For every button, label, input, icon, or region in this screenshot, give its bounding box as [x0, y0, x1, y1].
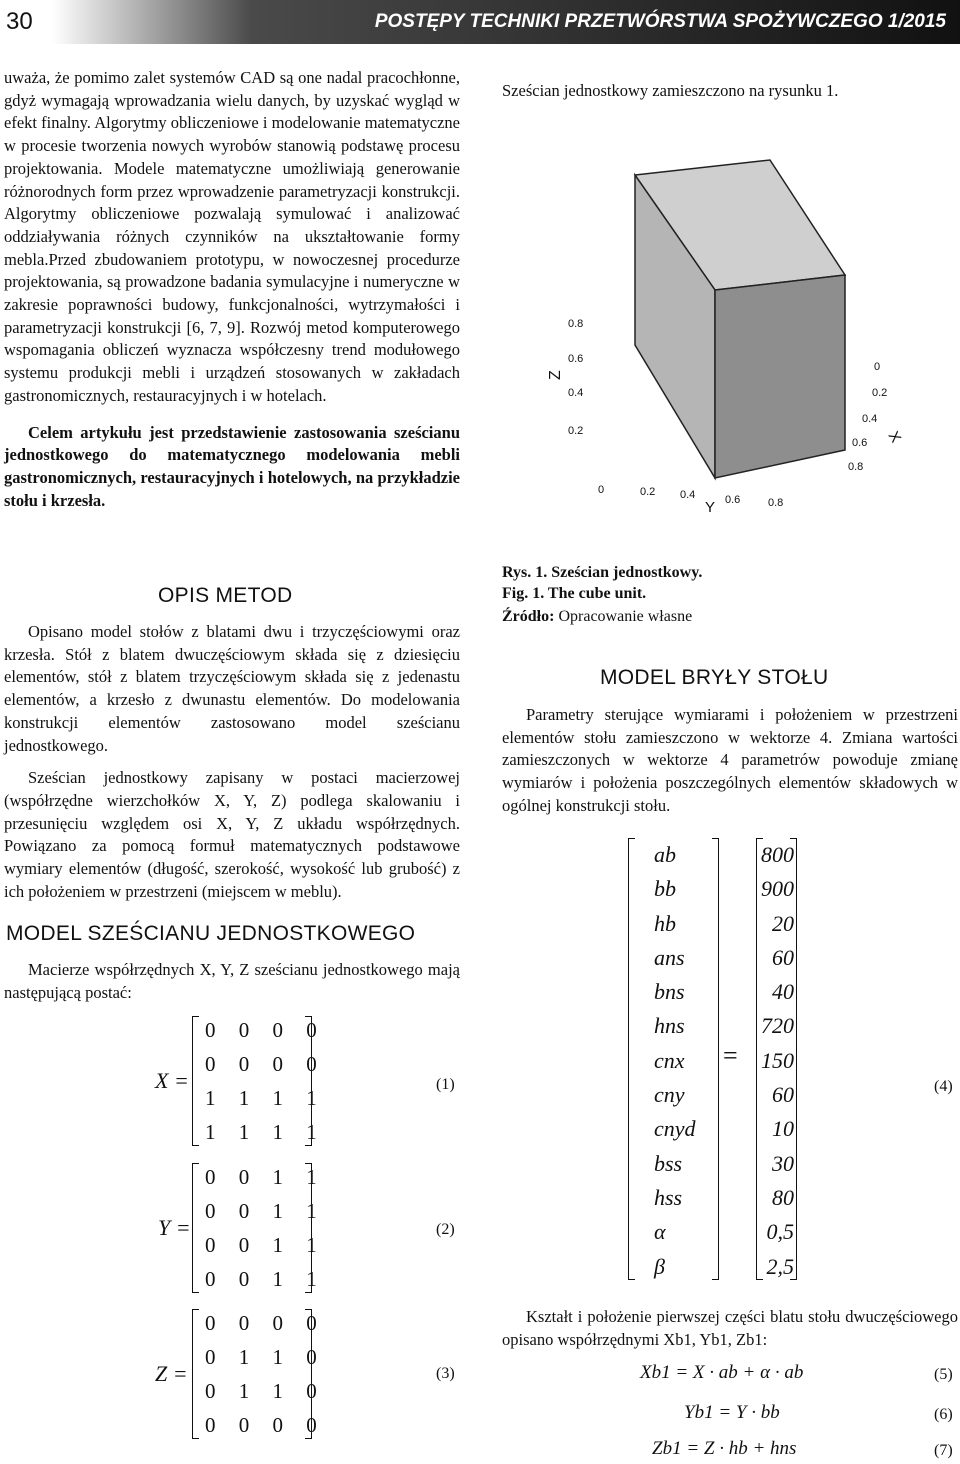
- journal-title: POSTĘPY TECHNIKI PRZETWÓRSTWA SPOŻYWCZEGO 1/2015: [374, 11, 946, 32]
- y-axis-label: Y: [705, 499, 716, 516]
- matrix-row: 0 0 1 1: [205, 1233, 326, 1257]
- parameter-name: ans: [654, 944, 685, 970]
- y-tick-label: 0.6: [725, 494, 741, 506]
- paragraph-tabletop: Kształt i położenie pierwszej części blatu stołu dwuczęściowego opisano współrzędnymi Xb1, Yb1, Zb1:: [502, 1307, 958, 1349]
- parameter-name: hb: [654, 910, 676, 936]
- caption-source: Opracowanie własne: [554, 608, 693, 625]
- parameter-value: 720: [761, 1013, 794, 1039]
- left-bracket: [628, 838, 635, 1280]
- parameter-value: 60: [772, 944, 794, 970]
- x-tick-label: 0.4: [862, 413, 878, 425]
- paragraph-methods-2: Sześcian jednostkowy zapisany w postaci macierzowej (współrzędne wierzchołków X, Y, Z) podlega skalowaniu i przesunięciu względem osi X, Y, Z układu współrzędnych. Powiązano za pomocą formuł matematycznych podstawowe wymiary elementów (długość, szerokość, wysokość lub grubość) z ich położeniem w przestrzeni (miejscem w meblu).: [4, 768, 460, 901]
- matrix-row: 1 1 1 1: [205, 1086, 326, 1110]
- parameter-value: 800: [761, 842, 794, 867]
- methods-text: [4, 621, 460, 903]
- matrix-row: 0 0 0 0: [205, 1018, 326, 1042]
- right-bracket: [305, 1309, 312, 1439]
- parameter-name: ab: [654, 842, 676, 867]
- parameter-name: cnyd: [654, 1116, 696, 1142]
- header-bar: [52, 0, 960, 44]
- matrix-row: 1 1 1 1: [205, 1120, 326, 1144]
- parameter-value: 0,5: [766, 1219, 794, 1245]
- cube-right-face: [715, 275, 845, 478]
- parameter-vector: [620, 836, 960, 1286]
- parameter-value: 20: [772, 910, 794, 936]
- parameter-value: 10: [772, 1116, 794, 1142]
- right-bracket: [790, 838, 797, 1280]
- equation-number: (5): [934, 1366, 953, 1383]
- right-bracket: [305, 1163, 312, 1293]
- matrix-row: 0 1 1 0: [205, 1379, 326, 1403]
- x-tick-label: 0.8: [848, 461, 864, 473]
- matrix-row: 0 0 1 1: [205, 1267, 326, 1291]
- matrix-row: 0 0 0 0: [205, 1052, 326, 1076]
- x-axis-label: X: [884, 428, 905, 446]
- parameter-name: cny: [654, 1082, 685, 1108]
- paragraph-aim: Celem artykułu jest przedstawienie zastosowania sześcianu jednostkowego do matematycznego modelowania mebli gastronomicznych, restauracyjnych i hotelowych, na przykładzie stołu i krzesła.: [4, 422, 460, 510]
- page-number: 30: [0, 0, 54, 44]
- equation-number: (7): [934, 1442, 953, 1459]
- parameter-name: hss: [654, 1184, 683, 1210]
- parameter-value: 60: [772, 1082, 794, 1108]
- matrix-row: 0 0 0 0: [205, 1413, 326, 1437]
- parameter-name: β: [654, 1253, 665, 1279]
- unit-cube-figure: [540, 150, 920, 520]
- x-tick-label: 0: [874, 361, 881, 373]
- z-tick-label: 0.2: [568, 425, 584, 437]
- right-bracket: [712, 838, 719, 1280]
- parameter-name: cnx: [654, 1047, 685, 1073]
- matrix-row: 0 0 1 1: [205, 1165, 326, 1189]
- caption-source-label: Źródło:: [502, 608, 555, 625]
- equation-number: (1): [436, 1076, 455, 1093]
- paragraph-parameters: Parametry sterujące wymiarami i położeniem w przestrzeni elementów stołu zamieszczono w wektorze 4. Zmiana wartości zamieszczonych w wektorze 4 parametrów powoduje zmianę wymiarów i położenia poszczególnych elementów składowych w ogólnej konstrukcji stołu.: [502, 705, 958, 815]
- caption-pl: Rys. 1. Sześcian jednostkowy.: [502, 564, 703, 581]
- y-tick-label: 0: [598, 484, 605, 496]
- parameter-value: 2,5: [766, 1253, 794, 1279]
- parameter-names: [654, 838, 696, 1284]
- matrix-label: X =: [155, 1068, 189, 1093]
- matrix-y: [0, 1157, 470, 1299]
- parameter-name: hns: [654, 1013, 685, 1039]
- matrix-x: [0, 1010, 470, 1152]
- section-heading-unit-cube: MODEL SZEŚCIANU JEDNOSTKOWEGO: [6, 922, 416, 945]
- z-tick-label: 0.6: [568, 353, 584, 365]
- figure-intro: [502, 80, 922, 103]
- y-tick-label: 0.8: [768, 497, 784, 509]
- matrix-label: Z =: [155, 1361, 188, 1386]
- equation-number: (4): [934, 1078, 953, 1095]
- matrix-row: 0 0 0 0: [205, 1311, 326, 1335]
- left-column: [4, 67, 460, 512]
- section-heading-table-model: MODEL BRYŁY STOŁU: [600, 666, 829, 689]
- parameter-value: 40: [772, 979, 794, 1005]
- matrix-z: [0, 1303, 470, 1445]
- left-bracket: [192, 1163, 199, 1293]
- matrix-label: Y =: [158, 1215, 191, 1240]
- equation-number: (6): [934, 1406, 953, 1423]
- parameter-value: 30: [772, 1150, 794, 1176]
- parameter-name: bb: [654, 876, 676, 902]
- paragraph-intro: uważa, że pomimo zalet systemów CAD są one nadal pracochłonne, gdyż wymagają wprowadzania wielu danych, by uzyskać wygląd w efekt finalny. Algorytmy obliczeniowe i modelowanie matematyczne w procesie tworzenia nowych wyrobów stanowią podstawę procesu projektowania. Modele matematyczne umożliwiają generowanie różnorodnych form przez wprowadzenie parametryzacji konstrukcji. Algorytmy obliczeniowe pozwalają symulować i analizować oddziaływania różnych czynników na ukształtowanie formy mebla.Przed zbudowaniem prototypu, w nowoczesnej procedurze projektowania, są prowadzone badania symulacyjne i numeryczne w zakresie poprawności budowy, funkcjonalności, wytrzymałości i parametryzacji konstrukcji [6, 7, 9]. Rozwój metod komputerowego wspomagania obliczeń wyznacza współczesny trend modułowego systemu produkcji mebli i urządzeń stosowanych w zakładach gastronomicznych, restauracyjnych i w hotelach.: [4, 68, 460, 405]
- parameter-value: 150: [761, 1047, 794, 1073]
- formula-zb1: Zb1 = Z · hb + hns: [652, 1438, 797, 1459]
- figure-caption: [502, 562, 702, 627]
- equals-sign: =: [723, 1041, 738, 1070]
- paragraph-figure-intro: Sześcian jednostkowy zamieszczono na rysunku 1.: [502, 81, 839, 100]
- parameter-name: bss: [654, 1150, 683, 1176]
- left-bracket: [192, 1309, 199, 1439]
- caption-en: Fig. 1. The cube unit.: [502, 585, 647, 602]
- formula-xb1: Xb1 = X · ab + α · ab: [640, 1362, 804, 1383]
- running-header: [0, 0, 960, 44]
- x-tick-label: 0.2: [872, 387, 888, 399]
- x-tick-label: 0.6: [852, 437, 868, 449]
- tabletop-text: [502, 1306, 958, 1351]
- paragraph-matrices: Macierze współrzędnych X, Y, Z sześcianu jednostkowego mają następującą postać:: [4, 960, 460, 1002]
- z-tick-label: 0.4: [568, 387, 584, 399]
- parameter-value: 80: [772, 1184, 794, 1210]
- section-heading-methods: OPIS METOD: [158, 584, 293, 607]
- y-tick-label: 0.2: [640, 486, 656, 498]
- left-bracket: [192, 1016, 199, 1146]
- z-tick-label: 0.8: [568, 318, 584, 330]
- parameter-name: α: [654, 1219, 666, 1245]
- paragraph-methods-1: Opisano model stołów z blatami dwu i trzyczęściowymi oraz krzesła. Stół z blatem dwuczęściowym składa się z dziesięciu elementów, stół z blatem trzyczęściowym składa się z jedenastu elementów, a krzesło z dwunastu elementów. Do modelowania konstrukcji elementów zastosowano model sześcianu jednostkowego.: [4, 622, 460, 755]
- right-bracket: [305, 1016, 312, 1146]
- formula-yb1: Yb1 = Y · bb: [684, 1402, 780, 1423]
- table-model-text: [502, 704, 958, 818]
- matrix-row: 0 1 1 0: [205, 1345, 326, 1369]
- unit-cube-text: [4, 959, 460, 1004]
- y-tick-label: 0.4: [680, 489, 696, 501]
- parameter-values: [744, 838, 794, 1284]
- equation-number: (2): [436, 1221, 455, 1238]
- parameter-name: bns: [654, 979, 685, 1005]
- equation-number: (3): [436, 1365, 455, 1382]
- matrix-row: 0 0 1 1: [205, 1199, 326, 1223]
- z-axis-label: Z: [547, 370, 564, 380]
- parameter-value: 900: [761, 876, 794, 902]
